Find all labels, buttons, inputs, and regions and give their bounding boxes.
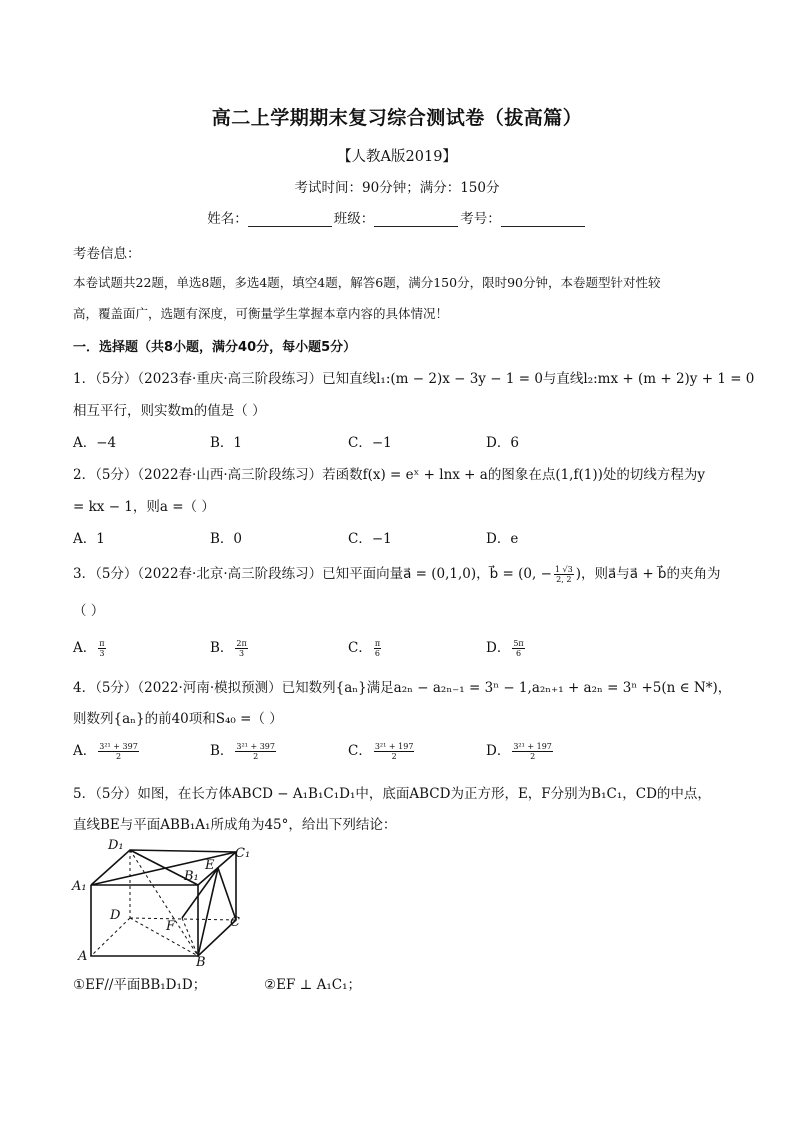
question-3-line-1 — [73, 562, 721, 584]
q3-option-a[interactable] — [73, 636, 108, 658]
class-label: 班级： — [333, 211, 375, 227]
info-line-1: 本卷试题共22题，单选8题，多选4题，填空4题，解答6题，满分150分，限时90分钟，本卷题型针对性较 — [73, 275, 661, 290]
q3-fraction — [554, 565, 574, 584]
q3-text-b: )，则a⃗与a⃗ + b⃗的夹角为 — [575, 566, 721, 582]
number-blank[interactable] — [501, 212, 585, 227]
q4-a-label: A． — [73, 743, 97, 759]
q3-c-num: π — [374, 639, 381, 648]
vertex-labels — [71, 838, 250, 970]
q3-d-den: 6 — [515, 649, 522, 658]
q3-b-label: B． — [210, 640, 234, 656]
q2-option-d[interactable]: D．e — [486, 531, 519, 547]
label-d1: D₁ — [108, 838, 124, 853]
question-5-line-2: 直线BE与平面ABB₁A₁所成角为45°，给出下列结论： — [73, 817, 397, 833]
label-b1: B₁ — [184, 869, 199, 884]
q3-a-frac — [98, 639, 105, 658]
question-4-line-1: 4．（5分）（2022·河南·模拟预测）已知数列{aₙ}满足a₂ₙ − a₂ₙ₋₁ = 3ⁿ − 1,a₂ₙ₊₁ + a₂ₙ = 3ⁿ +5(n ∈ N*)， — [73, 680, 732, 696]
section-heading: 一．选择题（共8小题，满分40分，每小题5分） — [73, 340, 357, 355]
q4-b-frac — [235, 742, 276, 761]
q4-a-frac — [98, 742, 139, 761]
q1-option-a[interactable]: A．−4 — [73, 435, 117, 451]
line-c-e — [218, 868, 236, 920]
q4-d-frac — [512, 742, 553, 761]
q4-b-den: 2 — [253, 752, 259, 761]
label-c: C — [230, 915, 240, 930]
info-heading: 考卷信息： — [73, 246, 141, 262]
conclusion-1: ①EF//平面BB₁D₁D； — [73, 977, 207, 993]
q3-option-d[interactable] — [486, 636, 527, 658]
q4-c-den: 2 — [391, 752, 397, 761]
q1-option-d[interactable]: D．6 — [486, 435, 519, 451]
q3-a-num: π — [99, 639, 105, 648]
label-f: F — [166, 919, 176, 934]
q3-c-den: 6 — [374, 649, 381, 658]
q4-c-frac — [374, 742, 415, 761]
q4-option-b[interactable] — [210, 739, 278, 761]
q4-b-label: B． — [210, 743, 234, 759]
q3-c-label: C． — [348, 640, 372, 656]
label-b: B — [196, 955, 206, 970]
q3-b-num: 2π — [236, 639, 247, 648]
exam-title: 高二上学期期末复习综合测试卷（拔高篇） — [211, 107, 583, 129]
q3-d-num: 5π — [513, 639, 524, 648]
q3-c-frac — [374, 639, 381, 658]
q1-option-b[interactable]: B．1 — [210, 435, 243, 451]
question-2-line-2: = kx − 1，则a =（ ） — [73, 499, 215, 515]
q3-frac-num: 1 — [554, 565, 560, 574]
q3-b-den: 3 — [239, 649, 245, 658]
student-info-fields — [0, 207, 794, 227]
q3-b-frac — [235, 639, 247, 658]
q2-option-c[interactable]: C．−1 — [348, 531, 392, 547]
question-2-line-1: 2．（5分）（2022春·山西·高三阶段练习）若函数f(x) = eˣ + lnx + a的图象在点(1,f(1))处的切线方程为y — [73, 467, 705, 483]
q4-c-num: 3²¹ + 197 — [374, 742, 414, 751]
hidden-d-b — [130, 918, 198, 956]
name-blank[interactable] — [248, 212, 332, 227]
q2-option-a[interactable]: A．1 — [73, 531, 105, 547]
q3-frac-sqrt: √3 — [562, 565, 573, 574]
q4-b-num: 3²¹ + 397 — [236, 742, 275, 751]
q3-d-label: D． — [486, 640, 511, 656]
cuboid-figure — [72, 838, 253, 970]
info-line-2: 高，覆盖面广，选题有深度，可衡量学生掌握本章内容的具体情况！ — [73, 306, 449, 321]
q4-a-den: 2 — [115, 752, 122, 761]
exam-subtitle: 【人教A版2019】 — [337, 149, 457, 165]
question-1-line-2: 相互平行，则实数m的值是（ ） — [73, 403, 266, 419]
q4-d-label: D． — [486, 743, 511, 759]
question-5-line-1: 5．（5分）如图，在长方体ABCD − A₁B₁C₁D₁中，底面ABCD为正方形，E，F分别为B₁C₁，CD的中点， — [73, 786, 711, 802]
q3-d-frac — [512, 639, 524, 658]
question-4-line-2: 则数列{aₙ}的前40项和S₄₀ =（ ） — [73, 711, 283, 727]
q4-d-num: 3²¹ + 197 — [513, 742, 552, 751]
exam-time-info: 考试时间：90分钟；满分：150分 — [294, 180, 500, 196]
q3-a-label: A． — [73, 640, 97, 656]
name-label: 姓名： — [207, 211, 248, 227]
hidden-d-a — [91, 918, 130, 956]
label-a: A — [78, 949, 88, 964]
hidden-d1-b — [130, 850, 198, 956]
label-d: D — [110, 908, 121, 923]
q3-a-den: 3 — [99, 649, 105, 658]
hidden-f-b — [182, 918, 198, 956]
q4-a-num: 3²¹ + 397 — [99, 742, 138, 751]
label-c1: C₁ — [235, 846, 251, 861]
question-1-line-1: 1．（5分）（2023春·重庆·高三阶段练习）已知直线l₁:(m − 2)x − 3y − 1 = 0与直线l₂:mx + (m + 2)y + 1 = 0 — [73, 371, 755, 387]
q4-option-d[interactable] — [486, 739, 555, 761]
q3-text-a: 3．（5分）（2022春·北京·高三阶段练习）已知平面向量a⃗ = (0,1,0)，b⃗ = (0, − — [73, 566, 552, 582]
q4-d-den: 2 — [530, 752, 536, 761]
q4-option-a[interactable] — [73, 739, 141, 761]
q1-option-c[interactable]: C．−1 — [348, 435, 392, 451]
q4-c-label: C． — [348, 743, 372, 759]
q3-option-c[interactable] — [348, 636, 383, 658]
q3-frac-den: 2, 2 — [556, 575, 572, 584]
q4-option-c[interactable] — [348, 739, 416, 761]
q2-option-b[interactable]: B．0 — [210, 531, 243, 547]
number-label: 考号： — [460, 211, 501, 227]
question-3-line-2: （ ） — [73, 603, 105, 619]
label-a1: A₁ — [72, 879, 87, 894]
class-blank[interactable] — [374, 212, 458, 227]
conclusion-2: ②EF ⊥ A₁C₁； — [264, 977, 362, 993]
q3-option-b[interactable] — [210, 636, 250, 658]
label-e: E — [205, 858, 215, 873]
